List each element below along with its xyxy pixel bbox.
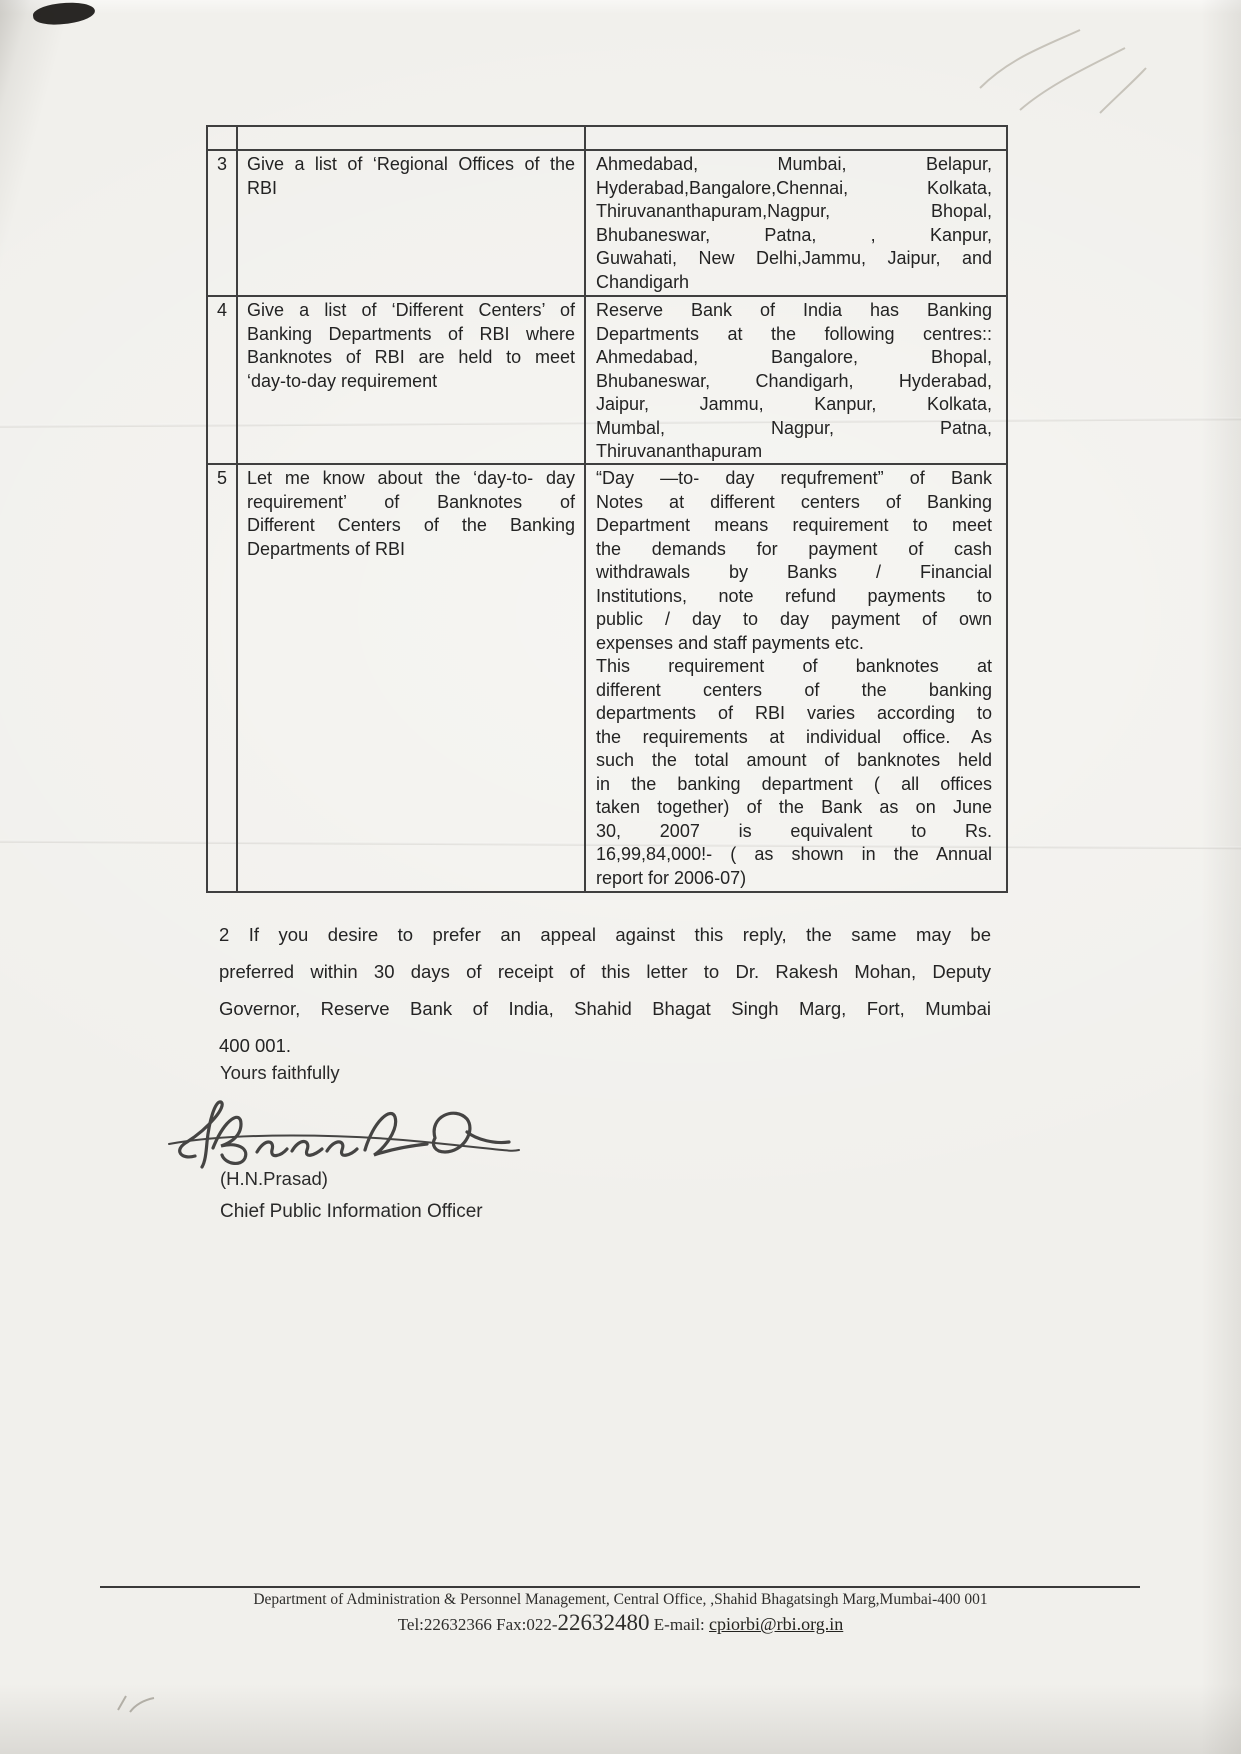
answer-paragraph-1: “Day —to- day requfrement” of Bank Notes at different centers of Banking Department means requirement to meet the demands for payment of cash withdrawals by Banks / Financial Institutions, note refund payments to public / day to day payment of own expenses and staff payments etc. (596, 468, 992, 653)
pen-mark (112, 1686, 162, 1720)
footer-contact-line (0, 1610, 1241, 1636)
answer-cell: Ahmedabad, Mumbai, Belapur, Hyderabad,Bangalore,Chennai, Kolkata, Thiruvananthapuram,Nagpur, Bhopal, Bhubaneswar, Patna, , Kanpur, Guwahati, New Delhi,Jammu, Jaipur, and Chandigarh (596, 154, 992, 292)
question-cell: Give a list of ‘Regional Offices of the RBI (238, 151, 586, 295)
signatory-title: Chief Public Information Officer (220, 1201, 483, 1222)
answer-cell (586, 465, 1002, 891)
footer-address-line: Department of Administration & Personnel Management, Central Office, ,Shahid Bhagatsingh Marg,Mumbai-400 001 (253, 1591, 988, 1608)
row-number: 5 (208, 465, 238, 891)
signature-scribble-icon (165, 1092, 525, 1182)
footer-email-label: E-mail: (653, 1615, 705, 1634)
answer-paragraph-2: This requirement of banknotes at different centers of the banking departments of RBI varies according to the requirements at individual office. As such the total amount of banknotes held in the banking department ( all offices taken together) of the Bank as on June 30, 2007 is equivalent to Rs. 16,99,84,000!- ( as shown in the Annual report for 2006-07) (596, 656, 992, 888)
table-row (208, 463, 1006, 891)
header-num-cell (208, 127, 238, 149)
question-cell: Give a list of ‘Different Centers’ of Banking Departments of RBI where Banknotes of RBI are held to meet ‘day-to-day requirement (238, 297, 586, 463)
header-question-cell (238, 127, 586, 149)
footer-divider (100, 1586, 1140, 1588)
table-row (208, 295, 1006, 463)
header-answer-cell (586, 127, 1002, 149)
footer-tel-fax: Tel:22632366 Fax:022- (397, 1615, 558, 1634)
pencil-scribble (950, 18, 1150, 128)
table-row (208, 149, 1006, 295)
qa-table (206, 125, 1008, 893)
footer-email-link[interactable]: cpiorbi@rbi.org.in (709, 1614, 844, 1634)
appeal-paragraph: 2 If you desire to prefer an appeal against this reply, the same may be preferred within 30 days of receipt of this letter to Dr. Rakesh Mohan, Deputy Governor, Reserve Bank of India, Shahid Bhagat Singh Marg, Fort, Mumbai 400 001. (219, 924, 991, 1056)
row-number: 3 (208, 151, 238, 295)
signatory-name: (H.N.Prasad) (220, 1168, 328, 1189)
answer-cell: Reserve Bank of India has Banking Departments at the following centres:: Ahmedabad, Bangalore, Bhopal, Bhubaneswar, Chandigarh, Hyderabad, Jaipur, Jammu, Kanpur, Kolkata, Mumbal, Nagpur, Patna, Thiruvananthapuram (596, 300, 992, 461)
question-cell: Let me know about the ‘day-to- day requirement’ of Banknotes of Different Centers of the Banking Departments of RBI (238, 465, 586, 891)
table-header-row (208, 127, 1006, 149)
closing-salutation: Yours faithfully (220, 1062, 340, 1083)
footer-fax-number: 22632480 (557, 1610, 650, 1635)
scan-ink-blob (32, 0, 96, 28)
signature (165, 1092, 525, 1187)
row-number: 4 (208, 297, 238, 463)
